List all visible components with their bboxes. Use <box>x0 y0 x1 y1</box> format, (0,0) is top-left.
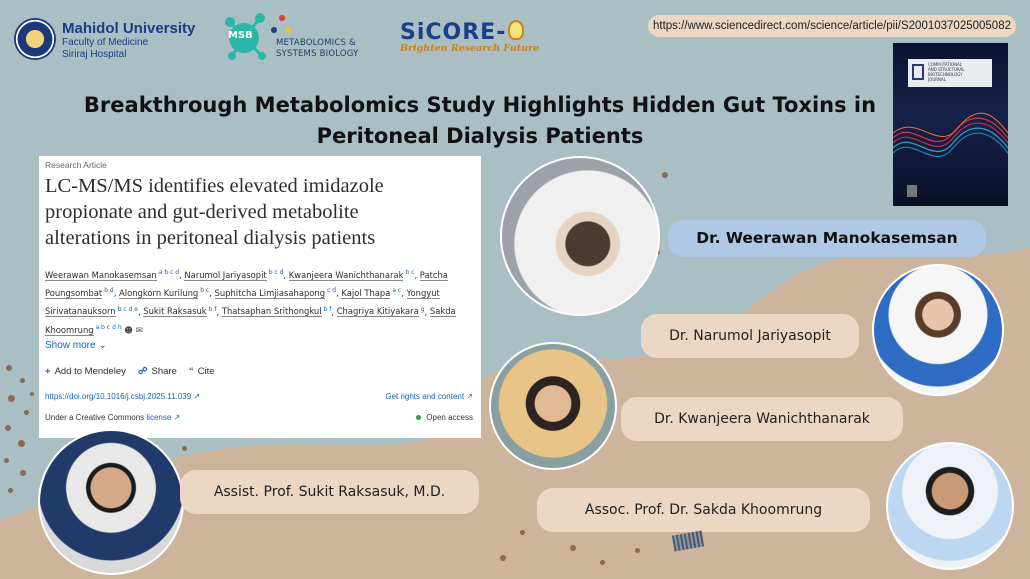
journal-title-line-3: BIOTECHNOLOGY <box>928 72 963 77</box>
journal-cover-title-box <box>908 59 992 87</box>
msb-line-1: METABOLOMICS & <box>276 38 356 48</box>
author-affiliation-markers: b c d <box>268 269 284 276</box>
photo-weerawan <box>500 156 660 316</box>
article-title-line-2: propionate and gut-derived metabolite <box>45 201 359 223</box>
author-name[interactable]: Thatsaphan Srithongkul <box>221 306 322 317</box>
cite-button[interactable] <box>189 366 215 377</box>
msb-line-2: SYSTEMS BIOLOGY <box>276 49 359 59</box>
author-affiliation-markers: c d <box>327 287 337 295</box>
creative-commons-notice <box>45 413 180 422</box>
headline-line-2: Peritoneal Dialysis Patients <box>316 124 644 148</box>
show-more-link[interactable] <box>45 340 107 351</box>
article-title <box>45 173 475 251</box>
msb-logo-text <box>276 38 358 60</box>
journal-cover-waves <box>893 98 1008 178</box>
photo-sakda <box>886 442 1014 570</box>
sicore-logo <box>400 20 539 54</box>
author-affiliation-markers: b d <box>104 287 114 295</box>
author-affiliation-markers: b c d e <box>117 305 138 313</box>
author-name[interactable]: Kwanjeera Wanichthanarak <box>288 269 404 280</box>
author-name[interactable]: Yongyut Sirivatanauksorn <box>45 288 440 317</box>
msb-abbreviation: MSB <box>228 30 253 41</box>
external-link-icon: ↗ <box>466 392 473 401</box>
journal-cover-title <box>928 62 965 82</box>
author-affiliation-markers: a c <box>392 287 402 295</box>
author-affiliation-markers: a b c d <box>158 269 180 276</box>
author-name[interactable]: Kajol Thapa <box>341 288 391 299</box>
author-affiliation-markers: b f <box>208 305 217 313</box>
source-url[interactable]: https://www.sciencedirect.com/science/article/pii/S2001037025005082 <box>648 15 1016 37</box>
article-actions <box>45 366 215 377</box>
plus-icon: + <box>45 366 51 377</box>
photo-sukit <box>38 429 184 575</box>
lightbulb-icon <box>508 20 524 40</box>
author-list: Weerawan Manokasemsan $^{a b c d}$, Narumol Jariyasopit $^{b c d}$, Kwanjeera Wanichthanarak $^{b c}$, Patcha Poungsombat $^{b d}$, Alongkorn Kurilung $^{b c}$, Suphitcha Limjiasahapong $^{c d}$, Kajol Thapa $^{a c}$, Yongyut Sirivatanauksorn $^{b c d e}$, Sukit Raksasuk $^{b f}$, Thatsaphan Srithongkul $^{b f}$, Chagriya Kitiyakara $^g$, Sakda Khoomrung $^{a b c d h}$ ☻ ✉ <box>45 269 456 335</box>
author-name[interactable]: Patcha Poungsombat <box>45 269 448 299</box>
elsevier-logo-icon <box>907 185 917 197</box>
cc-prefix: Under a Creative Commons <box>45 413 145 422</box>
get-rights-link[interactable] <box>385 392 473 401</box>
chevron-down-icon: ⌄ <box>98 340 107 351</box>
article-title-line-3: alterations in peritoneal dialysis patients <box>45 227 376 249</box>
mahidol-seal-logo <box>14 18 56 60</box>
faculty-line-2: Siriraj Hospital <box>62 49 127 60</box>
add-to-mendeley-button[interactable] <box>45 366 126 377</box>
person-icon[interactable]: ☻ <box>124 324 134 335</box>
license-link-text: license <box>146 413 172 422</box>
author-name[interactable]: Weerawan Manokasemsan <box>45 269 157 280</box>
author-affiliation-markers: a b c d h <box>95 323 122 331</box>
faculty-line-1: Faculty of Medicine <box>62 37 149 48</box>
open-access-label: Open access <box>426 413 473 422</box>
author-name[interactable]: Sakda Khoomrung <box>45 306 456 335</box>
sicore-name <box>400 20 539 45</box>
name-pill-narumol: Dr. Narumol Jariyasopit <box>641 314 859 358</box>
photo-kwanjeera <box>489 342 617 470</box>
open-access-badge <box>416 413 473 422</box>
name-pill-kwanjeera: Dr. Kwanjeera Wanichthanarak <box>621 397 903 441</box>
share-icon: ☍ <box>137 366 148 377</box>
author-affiliation-markers: b c <box>200 287 210 295</box>
page-headline <box>60 90 900 152</box>
article-card <box>39 156 481 438</box>
journal-title-line-2: AND STRUCTURAL <box>928 67 965 72</box>
author-contact-icons <box>122 325 143 335</box>
author-name[interactable]: Sukit Raksasuk <box>143 306 207 317</box>
article-title-line-1: LC-MS/MS identifies elevated imidazole <box>45 175 384 197</box>
author-name[interactable]: Suphitcha Limjiasahapong <box>214 288 326 299</box>
share-label: Share <box>151 366 177 377</box>
author-name[interactable]: Chagriya Kitiyakara <box>336 306 419 317</box>
license-link[interactable]: license ↗ <box>146 413 181 422</box>
show-more-label: Show more <box>45 340 96 351</box>
mahidol-logo-text <box>62 20 195 61</box>
journal-logo-icon <box>912 64 924 80</box>
author-name[interactable]: Alongkorn Kurilung <box>119 288 199 299</box>
cite-label: Cite <box>197 366 215 377</box>
share-button[interactable] <box>138 366 177 377</box>
author-affiliation-markers: g <box>420 305 425 313</box>
sicore-name-text: SiCORE- <box>400 20 507 45</box>
university-name: Mahidol University <box>62 20 196 37</box>
get-rights-text: Get rights and content <box>385 392 465 401</box>
quote-icon: “ <box>188 366 194 377</box>
envelope-icon[interactable]: ✉ <box>135 324 143 335</box>
doi-text: https://doi.org/10.1016/j.csbj.2025.11.039 <box>45 392 192 401</box>
name-pill-sakda: Assoc. Prof. Dr. Sakda Khoomrung <box>537 488 870 532</box>
photo-narumol <box>872 264 1004 396</box>
journal-title-line-1: COMPUTATIONAL <box>928 62 963 67</box>
journal-title-line-4: JOURNAL <box>928 77 946 82</box>
headline-line-1: Breakthrough Metabolomics Study Highlights Hidden Gut Toxins in <box>83 93 877 117</box>
doi-link[interactable] <box>45 392 200 401</box>
author-affiliation-markers: b c <box>405 269 415 276</box>
sicore-tagline: Brighten Research Future <box>400 43 540 54</box>
author-affiliation-markers: b f <box>323 305 332 313</box>
name-pill-weerawan: Dr. Weerawan Manokasemsan <box>668 220 986 257</box>
article-type: Research Article <box>45 160 107 170</box>
external-link-icon: ↗ <box>193 392 201 401</box>
author-name[interactable]: Narumol Jariyasopit <box>184 269 267 280</box>
add-to-mendeley-label: Add to Mendeley <box>54 366 126 377</box>
journal-cover <box>893 43 1008 206</box>
name-pill-sukit: Assist. Prof. Sukit Raksasuk, M.D. <box>180 470 479 514</box>
open-access-dot-icon <box>416 415 421 420</box>
